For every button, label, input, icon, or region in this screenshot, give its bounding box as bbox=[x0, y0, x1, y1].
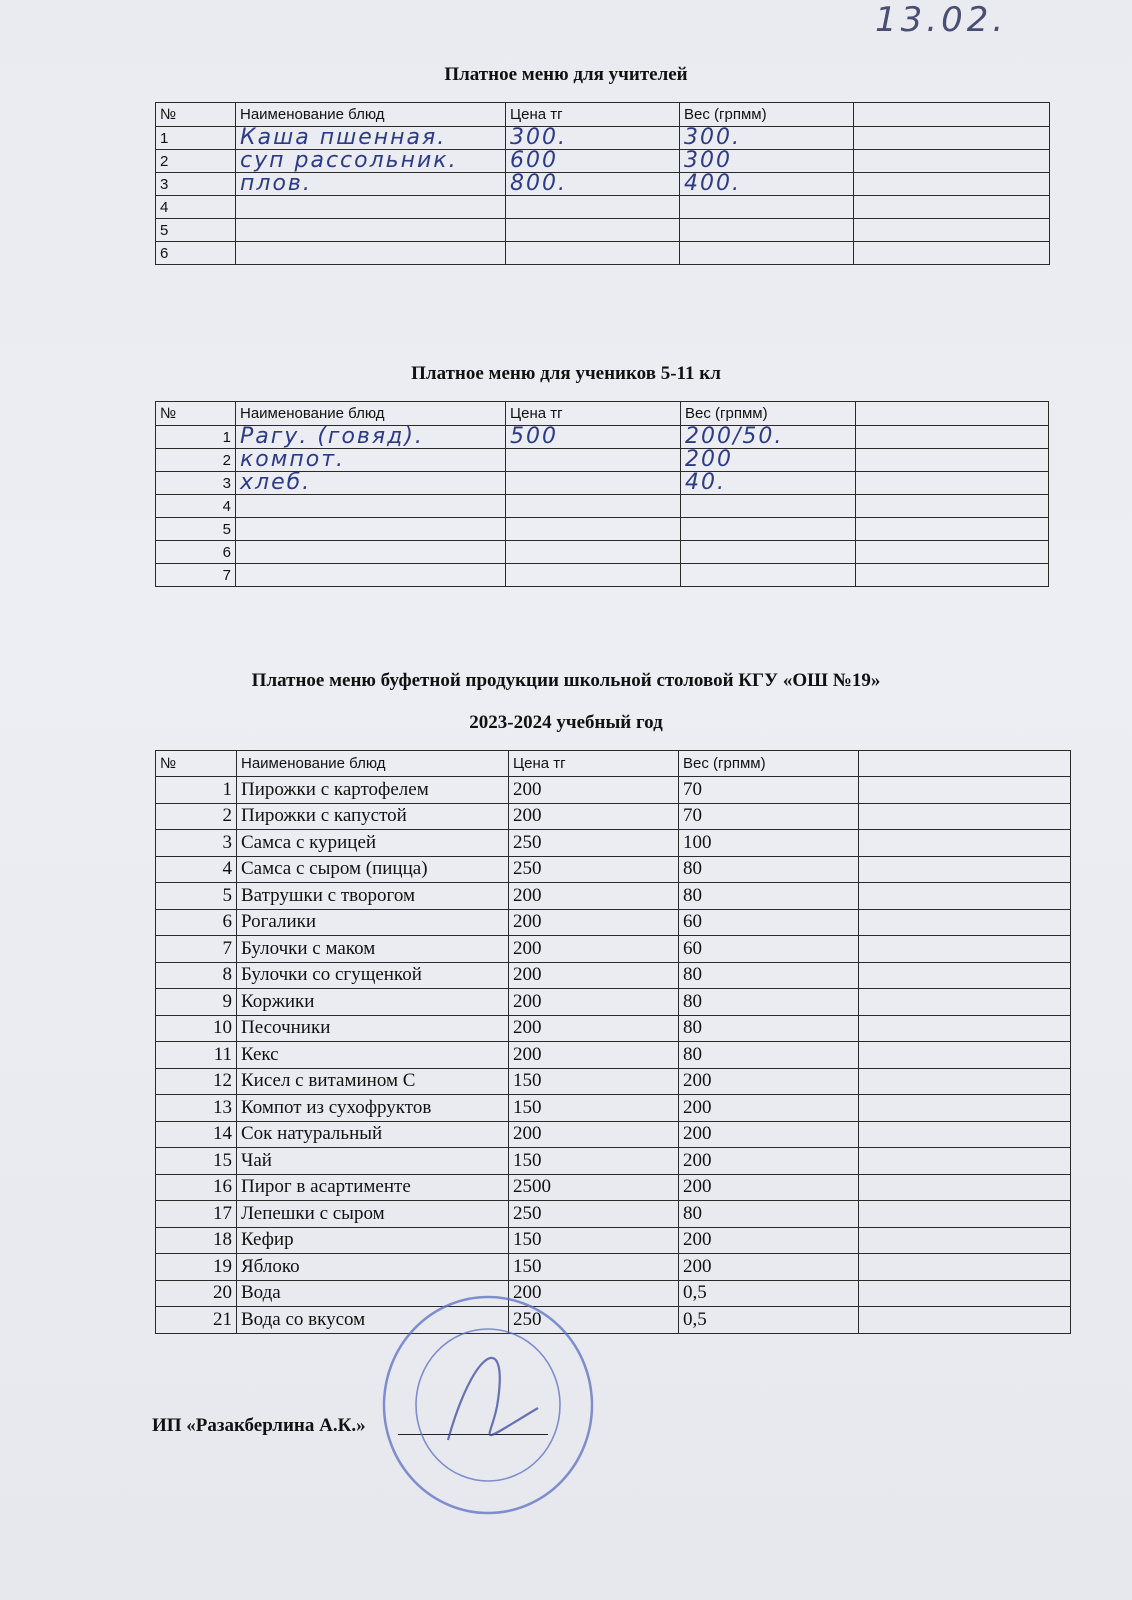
table-row bbox=[156, 1201, 1071, 1228]
cell-weight: 80 bbox=[679, 856, 859, 883]
empty-cell bbox=[856, 564, 1049, 587]
signer-name: ИП «Разакберлина А.К.» bbox=[152, 1415, 366, 1436]
table-row bbox=[156, 989, 1071, 1016]
cell-weight: 200 bbox=[679, 1068, 859, 1095]
empty-cell bbox=[859, 1254, 1071, 1281]
cell-name: Булочки со сгущенкой bbox=[237, 962, 509, 989]
row-number: 19 bbox=[156, 1254, 237, 1281]
empty-cell bbox=[854, 150, 1050, 173]
table-row bbox=[156, 777, 1071, 804]
cell-name bbox=[236, 426, 506, 449]
row-number: 4 bbox=[156, 196, 236, 219]
teachers-menu-table bbox=[155, 102, 1050, 265]
cell-price: 150 bbox=[509, 1254, 679, 1281]
cell-name: Песочники bbox=[237, 1015, 509, 1042]
cell-price bbox=[506, 150, 680, 173]
column-header: Цена тг bbox=[509, 751, 679, 777]
column-header: Наименование блюд bbox=[236, 402, 506, 426]
cell-weight: 200 bbox=[679, 1121, 859, 1148]
empty-cell bbox=[856, 495, 1049, 518]
cell-price bbox=[506, 219, 680, 242]
table-row bbox=[156, 1121, 1071, 1148]
cell-weight bbox=[680, 196, 854, 219]
column-header: Вес (грпмм) bbox=[681, 402, 856, 426]
cell-price bbox=[506, 173, 680, 196]
column-header: № bbox=[156, 751, 237, 777]
table-row bbox=[156, 856, 1071, 883]
row-number: 4 bbox=[156, 856, 237, 883]
empty-cell bbox=[859, 1201, 1071, 1228]
table-row bbox=[156, 449, 1049, 472]
empty-cell bbox=[854, 127, 1050, 150]
row-number: 13 bbox=[156, 1095, 237, 1122]
empty-cell bbox=[859, 1280, 1071, 1307]
empty-cell bbox=[859, 803, 1071, 830]
empty-cell bbox=[854, 219, 1050, 242]
cell-weight bbox=[680, 219, 854, 242]
column-header: Цена тг bbox=[506, 402, 681, 426]
cell-price bbox=[506, 242, 680, 265]
row-number: 1 bbox=[156, 426, 236, 449]
cell-weight bbox=[680, 242, 854, 265]
empty-cell bbox=[859, 1015, 1071, 1042]
cell-weight: 200 bbox=[679, 1174, 859, 1201]
table-row bbox=[156, 426, 1049, 449]
table-row bbox=[156, 127, 1050, 150]
row-number: 17 bbox=[156, 1201, 237, 1228]
cell-name bbox=[236, 564, 506, 587]
column-header: № bbox=[156, 103, 236, 127]
table-row bbox=[156, 1254, 1071, 1281]
cell-weight bbox=[681, 518, 856, 541]
cell-price bbox=[506, 564, 681, 587]
students-menu-title: Платное меню для учеников 5-11 кл bbox=[411, 363, 721, 384]
table-row bbox=[156, 518, 1049, 541]
table-header-row bbox=[156, 402, 1049, 426]
row-number: 1 bbox=[156, 777, 237, 804]
cell-weight bbox=[681, 564, 856, 587]
empty-cell bbox=[854, 242, 1050, 265]
cell-weight: 70 bbox=[679, 803, 859, 830]
row-number: 2 bbox=[156, 449, 236, 472]
row-number: 9 bbox=[156, 989, 237, 1016]
cell-price: 2500 bbox=[509, 1174, 679, 1201]
table-header-row bbox=[156, 751, 1071, 777]
cell-weight: 0,5 bbox=[679, 1280, 859, 1307]
cell-name bbox=[236, 127, 506, 150]
table-row bbox=[156, 909, 1071, 936]
row-number: 6 bbox=[156, 242, 236, 265]
table-row bbox=[156, 1174, 1071, 1201]
handwritten-date: 13.02. bbox=[875, 0, 1008, 40]
table-header-row bbox=[156, 103, 1050, 127]
empty-cell bbox=[856, 426, 1049, 449]
row-number: 4 bbox=[156, 495, 236, 518]
cell-name: Самса с сыром (пицца) bbox=[237, 856, 509, 883]
row-number: 3 bbox=[156, 472, 236, 495]
cell-price: 200 bbox=[509, 777, 679, 804]
handwritten-entry: 300 bbox=[684, 149, 732, 173]
table-row bbox=[156, 936, 1071, 963]
cell-name: Самса с курицей bbox=[237, 830, 509, 857]
cell-weight: 80 bbox=[679, 962, 859, 989]
cell-weight bbox=[681, 472, 856, 495]
cell-name bbox=[236, 219, 506, 242]
table-row bbox=[156, 1042, 1071, 1069]
handwritten-entry: 300. bbox=[684, 126, 741, 150]
empty-cell bbox=[859, 856, 1071, 883]
row-number: 6 bbox=[156, 909, 237, 936]
cell-name: Чай bbox=[237, 1148, 509, 1175]
teachers-menu-title: Платное меню для учителей bbox=[444, 64, 688, 85]
table-row bbox=[156, 495, 1049, 518]
cell-name: Кисел с витамином С bbox=[237, 1068, 509, 1095]
cell-weight: 70 bbox=[679, 777, 859, 804]
cell-name: Кефир bbox=[237, 1227, 509, 1254]
empty-cell bbox=[859, 1042, 1071, 1069]
cell-name bbox=[236, 495, 506, 518]
table-row bbox=[156, 150, 1050, 173]
cell-price: 150 bbox=[509, 1068, 679, 1095]
cell-price: 250 bbox=[509, 856, 679, 883]
handwritten-entry: 40. bbox=[685, 471, 726, 495]
buffet-menu-title: Платное меню буфетной продукции школьной столовой КГУ «ОШ №19» bbox=[251, 670, 881, 691]
table-row bbox=[156, 1095, 1071, 1122]
cell-name bbox=[236, 518, 506, 541]
empty-cell bbox=[859, 962, 1071, 989]
cell-name bbox=[236, 449, 506, 472]
empty-cell bbox=[859, 1148, 1071, 1175]
row-number: 2 bbox=[156, 803, 237, 830]
cell-name: Пирожки с картофелем bbox=[237, 777, 509, 804]
round-stamp-icon bbox=[378, 1290, 598, 1520]
cell-price: 200 bbox=[509, 909, 679, 936]
row-number: 6 bbox=[156, 541, 236, 564]
cell-weight: 80 bbox=[679, 883, 859, 910]
table-row bbox=[156, 962, 1071, 989]
cell-price bbox=[506, 426, 681, 449]
cell-price bbox=[506, 196, 680, 219]
cell-price: 200 bbox=[509, 1121, 679, 1148]
row-number: 5 bbox=[156, 883, 237, 910]
handwritten-entry: 500 bbox=[510, 425, 558, 449]
column-header bbox=[854, 103, 1050, 127]
cell-weight: 200 bbox=[679, 1227, 859, 1254]
cell-name bbox=[236, 173, 506, 196]
column-header: Вес (грпмм) bbox=[679, 751, 859, 777]
cell-weight bbox=[681, 495, 856, 518]
empty-cell bbox=[859, 1121, 1071, 1148]
empty-cell bbox=[859, 1068, 1071, 1095]
handwritten-entry: 300. bbox=[510, 126, 567, 150]
cell-weight: 80 bbox=[679, 1015, 859, 1042]
row-number: 3 bbox=[156, 830, 237, 857]
table-row bbox=[156, 219, 1050, 242]
empty-cell bbox=[854, 196, 1050, 219]
column-header: Вес (грпмм) bbox=[680, 103, 854, 127]
handwritten-entry: 200 bbox=[685, 448, 733, 472]
column-header: Наименование блюд bbox=[236, 103, 506, 127]
column-header bbox=[856, 402, 1049, 426]
column-header: № bbox=[156, 402, 236, 426]
cell-price: 200 bbox=[509, 883, 679, 910]
cell-price: 200 bbox=[509, 1042, 679, 1069]
empty-cell bbox=[859, 989, 1071, 1016]
cell-price: 200 bbox=[509, 803, 679, 830]
cell-name: Ватрушки с творогом bbox=[237, 883, 509, 910]
cell-price: 200 bbox=[509, 962, 679, 989]
cell-weight bbox=[680, 127, 854, 150]
handwritten-entry: 400. bbox=[684, 172, 741, 196]
row-number: 15 bbox=[156, 1148, 237, 1175]
cell-price: 150 bbox=[509, 1148, 679, 1175]
cell-name: Сок натуральный bbox=[237, 1121, 509, 1148]
handwritten-entry: 600 bbox=[510, 149, 558, 173]
row-number: 12 bbox=[156, 1068, 237, 1095]
cell-price: 200 bbox=[509, 1015, 679, 1042]
cell-weight: 80 bbox=[679, 1042, 859, 1069]
cell-price bbox=[506, 495, 681, 518]
empty-cell bbox=[859, 909, 1071, 936]
handwritten-entry: 200/50. bbox=[685, 425, 784, 449]
table-row bbox=[156, 242, 1050, 265]
cell-weight bbox=[681, 541, 856, 564]
cell-name: Компот из сухофруктов bbox=[237, 1095, 509, 1122]
empty-cell bbox=[856, 541, 1049, 564]
cell-name: Яблоко bbox=[237, 1254, 509, 1281]
cell-name bbox=[236, 242, 506, 265]
handwritten-entry: плов. bbox=[240, 172, 312, 196]
table-row bbox=[156, 564, 1049, 587]
row-number: 10 bbox=[156, 1015, 237, 1042]
buffet-menu-table bbox=[155, 750, 1071, 1334]
handwritten-entry: Каша пшенная. bbox=[240, 126, 447, 150]
row-number: 11 bbox=[156, 1042, 237, 1069]
cell-name: Вода bbox=[237, 1280, 509, 1307]
row-number: 21 bbox=[156, 1307, 237, 1334]
row-number: 18 bbox=[156, 1227, 237, 1254]
cell-weight: 60 bbox=[679, 909, 859, 936]
table-row bbox=[156, 830, 1071, 857]
cell-weight: 80 bbox=[679, 1201, 859, 1228]
cell-weight bbox=[680, 150, 854, 173]
handwritten-entry: суп рассольник. bbox=[240, 149, 458, 173]
cell-name: Пирог в асартименте bbox=[237, 1174, 509, 1201]
cell-price: 200 bbox=[509, 989, 679, 1016]
empty-cell bbox=[854, 173, 1050, 196]
cell-name bbox=[236, 196, 506, 219]
cell-weight: 200 bbox=[679, 1254, 859, 1281]
empty-cell bbox=[856, 518, 1049, 541]
table-row bbox=[156, 1227, 1071, 1254]
cell-weight: 60 bbox=[679, 936, 859, 963]
buffet-menu-subtitle: 2023-2024 учебный год bbox=[469, 712, 663, 733]
table-row bbox=[156, 1015, 1071, 1042]
row-number: 5 bbox=[156, 219, 236, 242]
cell-weight: 0,5 bbox=[679, 1307, 859, 1334]
row-number: 1 bbox=[156, 127, 236, 150]
table-row bbox=[156, 803, 1071, 830]
cell-price bbox=[506, 449, 681, 472]
empty-cell bbox=[859, 936, 1071, 963]
cell-name: Булочки с маком bbox=[237, 936, 509, 963]
cell-name: Рогалики bbox=[237, 909, 509, 936]
table-row bbox=[156, 541, 1049, 564]
handwritten-entry: хлеб. bbox=[240, 471, 312, 495]
table-row bbox=[156, 173, 1050, 196]
cell-name bbox=[236, 472, 506, 495]
column-header bbox=[859, 751, 1071, 777]
cell-weight: 100 bbox=[679, 830, 859, 857]
cell-weight bbox=[681, 449, 856, 472]
empty-cell bbox=[859, 1095, 1071, 1122]
row-number: 7 bbox=[156, 564, 236, 587]
row-number: 14 bbox=[156, 1121, 237, 1148]
cell-name: Вода со вкусом bbox=[237, 1307, 509, 1334]
cell-name: Кекс bbox=[237, 1042, 509, 1069]
column-header: Цена тг bbox=[506, 103, 680, 127]
row-number: 8 bbox=[156, 962, 237, 989]
row-number: 2 bbox=[156, 150, 236, 173]
cell-weight: 200 bbox=[679, 1148, 859, 1175]
handwritten-entry: 800. bbox=[510, 172, 567, 196]
row-number: 20 bbox=[156, 1280, 237, 1307]
cell-price: 150 bbox=[509, 1227, 679, 1254]
cell-price bbox=[506, 541, 681, 564]
empty-cell bbox=[859, 777, 1071, 804]
table-row bbox=[156, 1280, 1071, 1307]
cell-name bbox=[236, 541, 506, 564]
table-row bbox=[156, 1307, 1071, 1334]
cell-price bbox=[506, 127, 680, 150]
cell-weight: 80 bbox=[679, 989, 859, 1016]
cell-price bbox=[506, 472, 681, 495]
empty-cell bbox=[856, 472, 1049, 495]
column-header: Наименование блюд bbox=[237, 751, 509, 777]
row-number: 3 bbox=[156, 173, 236, 196]
cell-weight bbox=[681, 426, 856, 449]
handwritten-entry: Рагу. (говяд). bbox=[240, 425, 424, 449]
empty-cell bbox=[856, 449, 1049, 472]
empty-cell bbox=[859, 1307, 1071, 1334]
row-number: 7 bbox=[156, 936, 237, 963]
table-row bbox=[156, 883, 1071, 910]
cell-price bbox=[506, 518, 681, 541]
cell-name: Пирожки с капустой bbox=[237, 803, 509, 830]
row-number: 16 bbox=[156, 1174, 237, 1201]
table-row bbox=[156, 1068, 1071, 1095]
cell-price: 200 bbox=[509, 936, 679, 963]
cell-weight: 200 bbox=[679, 1095, 859, 1122]
cell-weight bbox=[680, 173, 854, 196]
cell-name: Коржики bbox=[237, 989, 509, 1016]
cell-price: 250 bbox=[509, 1307, 679, 1334]
table-row bbox=[156, 196, 1050, 219]
empty-cell bbox=[859, 883, 1071, 910]
row-number: 5 bbox=[156, 518, 236, 541]
empty-cell bbox=[859, 830, 1071, 857]
empty-cell bbox=[859, 1227, 1071, 1254]
cell-price: 250 bbox=[509, 1201, 679, 1228]
empty-cell bbox=[859, 1174, 1071, 1201]
cell-name: Лепешки с сыром bbox=[237, 1201, 509, 1228]
cell-name bbox=[236, 150, 506, 173]
cell-price: 200 bbox=[509, 1280, 679, 1307]
cell-price: 150 bbox=[509, 1095, 679, 1122]
table-row bbox=[156, 1148, 1071, 1175]
students-menu-table bbox=[155, 401, 1049, 587]
table-row bbox=[156, 472, 1049, 495]
handwritten-entry: компот. bbox=[240, 448, 345, 472]
cell-price: 250 bbox=[509, 830, 679, 857]
